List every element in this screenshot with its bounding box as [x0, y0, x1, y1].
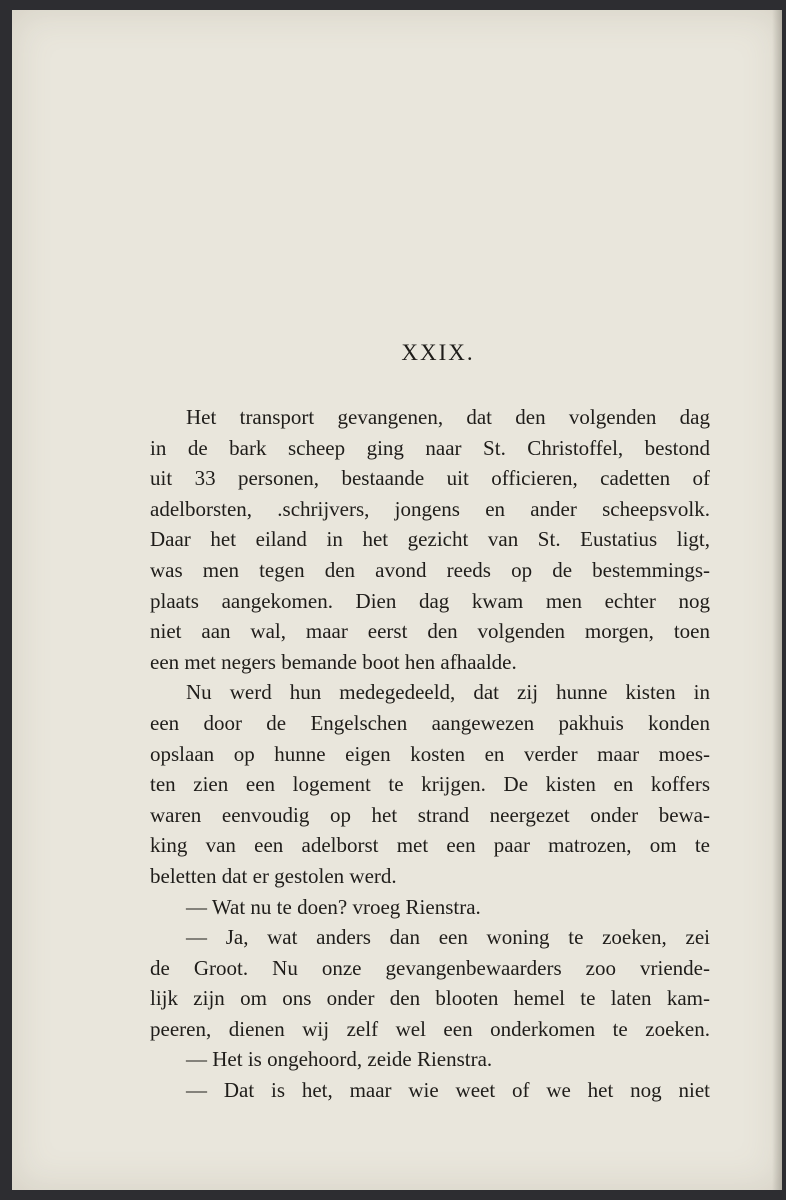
- text-line: in de bark scheep ging naar St. Christoffel, bestond: [150, 435, 710, 460]
- text-line: — Dat is het, maar wie weet of we het nog niet: [186, 1078, 710, 1103]
- text-line: Nu werd hun medegedeeld, dat zij hunne kisten in: [186, 680, 710, 705]
- text-line: — Het is ongehoord, zeide Rienstra.: [186, 1047, 493, 1072]
- text-line: peeren, dienen wij zelf wel een onderkomen te zoeken.: [150, 1016, 710, 1041]
- text-line: lijk zijn om ons onder den blooten hemel te laten kam-: [150, 986, 710, 1011]
- text-line: Het transport gevangenen, dat den volgenden dag: [186, 405, 710, 429]
- text-line: ten zien een logement te krijgen. De kisten en koffers: [150, 772, 710, 797]
- text-line: uit 33 personen, bestaande uit officieren, cadetten of: [150, 466, 710, 491]
- text-line: de Groot. Nu onze gevangenbewaarders zoo vriende-: [150, 955, 710, 980]
- text-line: — Wat nu te doen? vroeg Rienstra.: [186, 894, 481, 919]
- body-text: [150, 402, 710, 1106]
- text-line: een met negers bemande boot hen afhaalde.: [150, 649, 517, 674]
- text-line: was men tegen den avond reeds op de bestemmings-: [150, 557, 710, 582]
- chapter-heading: XXIX.: [401, 340, 475, 365]
- text-line: een door de Engelschen aangewezen pakhuis konden: [150, 710, 710, 735]
- text-line: opslaan op hunne eigen kosten en verder maar moes-: [150, 741, 710, 766]
- text-line: Daar het eiland in het gezicht van St. Eustatius ligt,: [150, 527, 710, 552]
- text-line: king van een adelborst met een paar matrozen, om te: [150, 833, 710, 858]
- text-line: waren eenvoudig op het strand neergezet onder bewa-: [150, 802, 710, 827]
- text-line: plaats aangekomen. Dien dag kwam men echter nog: [150, 588, 710, 613]
- book-page: [12, 10, 782, 1190]
- text-line: beletten dat er gestolen werd.: [150, 863, 397, 888]
- text-line: niet aan wal, maar eerst den volgenden morgen, toen: [150, 619, 710, 644]
- text-line: — Ja, wat anders dan een woning te zoeken, zei: [186, 925, 710, 950]
- text-line: adelborsten, .schrijvers, jongens en ander scheepsvolk.: [150, 496, 710, 521]
